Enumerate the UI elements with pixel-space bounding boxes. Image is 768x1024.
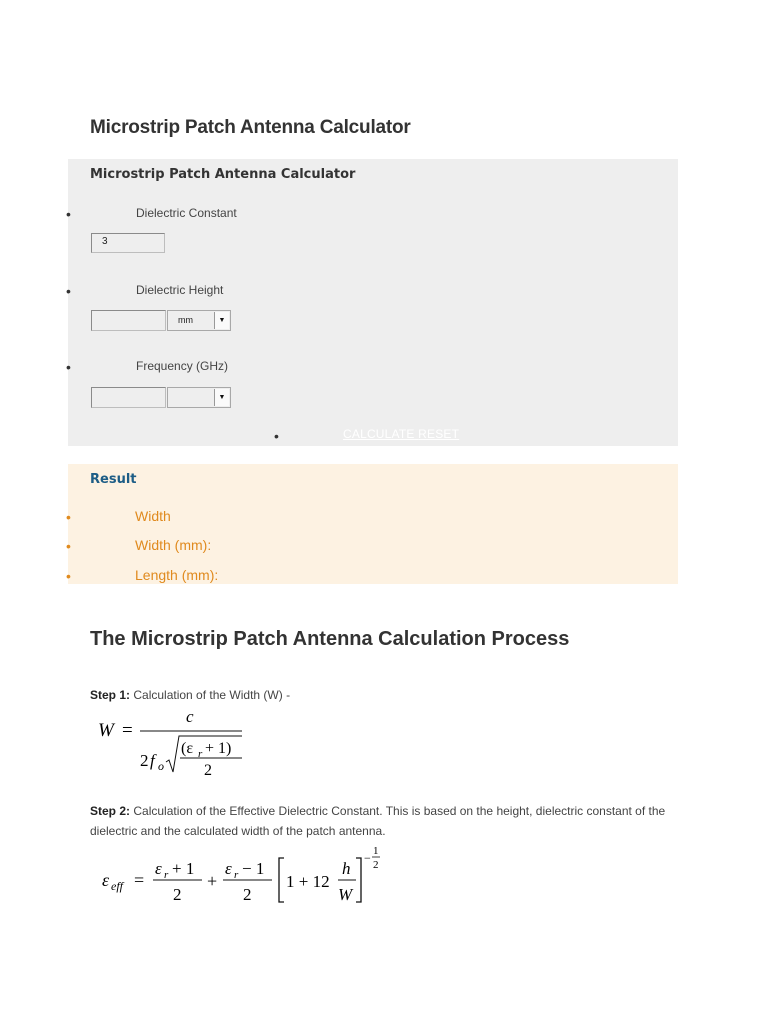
svg-text:=: = [122,720,133,741]
step-2-text [90,801,680,841]
svg-text:r: r [198,748,203,760]
list-bullet: • [66,206,71,222]
svg-text:ε: ε [155,859,162,878]
list-bullet: • [66,509,71,525]
svg-text:h: h [342,859,351,878]
svg-text:ε: ε [102,870,110,890]
step-1-prefix: Step 1: [90,688,131,702]
calculator-actions [343,427,459,441]
result-width-label: Width [135,508,171,524]
effective-dielectric-formula [98,844,398,908]
svg-text:=: = [134,870,145,890]
frequency-input[interactable] [91,387,166,408]
svg-text:f: f [150,751,155,770]
svg-text:−: − [364,851,371,865]
svg-text:(ε: (ε [181,740,194,757]
svg-text:W: W [98,720,114,741]
calculate-button[interactable]: CALCULATE [343,427,415,441]
svg-text:2: 2 [204,762,212,779]
svg-text:2: 2 [140,751,149,770]
svg-text:2: 2 [373,859,379,871]
result-length-mm-label: Length (mm): [135,567,219,583]
dielectric-constant-input[interactable]: 3 [91,233,165,253]
dielectric-height-unit-value: mm [178,315,193,325]
triangle-down-icon[interactable]: ▼ [214,389,229,406]
svg-text:W: W [338,885,353,904]
svg-text:o: o [158,759,164,773]
result-width-mm-label: Width (mm): [135,537,212,553]
calculator-heading: Microstrip Patch Antenna Calculator [90,167,356,182]
svg-text:ε: ε [225,859,232,878]
svg-text:1: 1 [373,845,379,857]
reset-button[interactable]: RESET [418,427,460,441]
svg-text:1 + 12: 1 + 12 [286,872,330,891]
list-bullet: • [274,428,279,444]
svg-text:+ 1): + 1) [205,740,232,757]
step-1-description: Calculation of the Width (W) - [133,688,291,702]
step-2-prefix: Step 2: [90,804,131,818]
svg-text:2: 2 [173,885,182,904]
svg-text:c: c [186,707,194,726]
result-heading: Result [90,472,137,487]
dielectric-constant-label: Dielectric Constant [136,206,237,220]
step-2-description: Calculation of the Effective Dielectric Constant. This is based on the height, dielectric constant of the dielectric and the calculated width of the patch antenna. [90,804,666,838]
svg-text:2: 2 [243,885,252,904]
result-panel [68,464,678,584]
dielectric-height-label: Dielectric Height [136,283,224,297]
svg-text:r: r [164,869,169,881]
width-formula [94,706,254,782]
triangle-down-icon[interactable]: ▼ [214,312,229,329]
frequency-label: Frequency (GHz) [136,359,229,373]
dielectric-height-unit-select[interactable] [167,310,231,331]
svg-text:eff: eff [111,879,123,893]
list-bullet: • [66,538,71,554]
list-bullet: • [66,568,71,584]
svg-text:+ 1: + 1 [172,859,195,878]
list-bullet: • [66,283,71,299]
frequency-unit-select[interactable] [167,387,231,408]
dielectric-height-input[interactable] [91,310,166,331]
step-1-text [90,685,290,705]
svg-text:+: + [207,871,218,891]
svg-text:r: r [234,869,239,881]
process-title: The Microstrip Patch Antenna Calculation Process [90,628,570,650]
list-bullet: • [66,359,71,375]
page-title: Microstrip Patch Antenna Calculator [90,117,411,138]
svg-text:− 1: − 1 [242,859,265,878]
